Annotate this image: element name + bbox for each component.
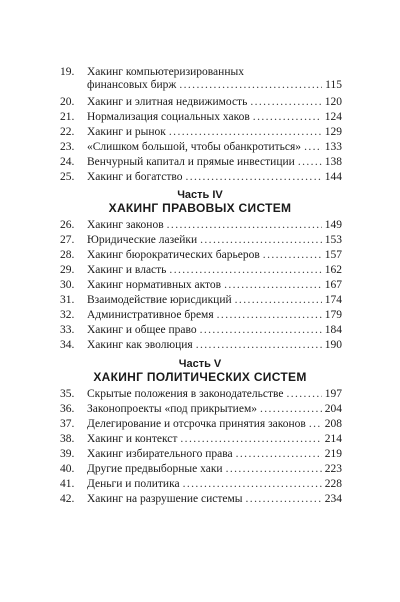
dot-leader — [253, 111, 322, 124]
entry-title: «Слишком большой, чтобы обанкротиться» — [87, 141, 302, 153]
entry-title: Хакинг избирательного права — [87, 448, 233, 460]
entry-page: 153 — [324, 234, 342, 246]
dot-leader — [169, 126, 322, 139]
dot-leader — [260, 403, 322, 416]
dot-leader — [309, 418, 322, 431]
dot-leader — [179, 79, 322, 92]
entry-title: Административное бремя — [87, 309, 214, 321]
entry-page: 179 — [324, 309, 342, 321]
dot-leader — [286, 388, 321, 401]
entry-number: 41. — [60, 478, 75, 490]
dot-leader — [235, 294, 322, 307]
entry-title: Хакинг и рынок — [87, 126, 166, 138]
dot-leader — [224, 279, 322, 292]
entry-title: Хакинг и контекст — [87, 433, 178, 445]
dot-leader — [196, 339, 322, 352]
entry-title: Хакинг как эволюция — [87, 339, 193, 351]
entry-title: Хакинг нормативных актов — [87, 279, 222, 291]
entry-page: 204 — [324, 403, 342, 415]
entry-page: 124 — [324, 111, 342, 123]
dot-leader — [180, 433, 321, 446]
entry-page: 214 — [324, 433, 342, 445]
entry-number: 28. — [60, 249, 75, 261]
dot-leader — [200, 234, 322, 247]
entry-title: Хакинг бюрократических барьеров — [87, 249, 260, 261]
dot-leader — [217, 309, 322, 322]
entry-number: 38. — [60, 433, 75, 445]
entry-page: 144 — [324, 171, 342, 183]
entry-page: 162 — [324, 264, 342, 276]
entry-title-continued: финансовых бирж — [87, 79, 177, 91]
entry-number: 29. — [60, 264, 75, 276]
entry-title: Хакинг и элитная недвижимость — [87, 96, 248, 108]
entry-number: 19. — [60, 66, 75, 78]
entry-title: Скрытые положения в законодательстве — [87, 388, 284, 400]
entry-number: 39. — [60, 448, 75, 460]
entry-title: Хакинг и власть — [87, 264, 167, 276]
entry-number: 35. — [60, 388, 75, 400]
entry-title: Взаимодействие юрисдикций — [87, 294, 232, 306]
entry-number: 32. — [60, 309, 75, 321]
entry-number: 40. — [60, 463, 75, 475]
dot-leader — [298, 156, 322, 169]
dot-leader — [226, 463, 322, 476]
part-title: ХАКИНГ ПОЛИТИЧЕСКИХ СИСТЕМ — [93, 370, 307, 384]
dot-leader — [250, 96, 321, 109]
dot-leader — [263, 249, 322, 262]
entry-number: 27. — [60, 234, 75, 246]
entry-page: 157 — [324, 249, 342, 261]
entry-page: 174 — [324, 294, 342, 306]
dot-leader — [183, 478, 322, 491]
entry-page: 234 — [324, 493, 342, 505]
entry-title: Законопроекты «под прикрытием» — [87, 403, 257, 415]
entry-page: 190 — [324, 339, 342, 351]
dot-leader — [185, 171, 321, 184]
part-label: Часть IV — [177, 189, 223, 201]
part-title: ХАКИНГ ПРАВОВЫХ СИСТЕМ — [108, 201, 292, 215]
entry-title: Хакинг компьютеризированных — [87, 66, 244, 78]
entry-number: 30. — [60, 279, 75, 291]
entry-page: 115 — [325, 79, 342, 91]
entry-title: Другие предвыборные хаки — [87, 463, 223, 475]
entry-title: Венчурный капитал и прямые инвестиции — [87, 156, 295, 168]
entry-number: 33. — [60, 324, 75, 336]
entry-title: Хакинг на разрушение системы — [87, 493, 243, 505]
entry-number: 37. — [60, 418, 75, 430]
entry-title: Деньги и политика — [87, 478, 180, 490]
entry-number: 24. — [60, 156, 75, 168]
entry-number: 23. — [60, 141, 75, 153]
entry-number: 31. — [60, 294, 75, 306]
entry-number: 20. — [60, 96, 75, 108]
entry-page: 120 — [324, 96, 342, 108]
entry-title: Хакинг законов — [87, 219, 164, 231]
entry-title: Юридические лазейки — [87, 234, 198, 246]
dot-leader — [167, 219, 322, 232]
entry-page: 228 — [324, 478, 342, 490]
entry-page: 149 — [324, 219, 342, 231]
part-label: Часть V — [178, 358, 222, 370]
entry-number: 42. — [60, 493, 75, 505]
entry-page: 184 — [324, 324, 342, 336]
entry-number: 34. — [60, 339, 75, 351]
entry-title: Хакинг и общее право — [87, 324, 197, 336]
dot-leader — [246, 493, 322, 506]
entry-page: 219 — [324, 448, 342, 460]
entry-page: 138 — [324, 156, 342, 168]
entry-number: 26. — [60, 219, 75, 231]
entry-number: 22. — [60, 126, 75, 138]
dot-leader — [200, 324, 322, 337]
entry-number: 36. — [60, 403, 75, 415]
dot-leader — [169, 264, 321, 277]
entry-page: 197 — [324, 388, 342, 400]
entry-page: 129 — [324, 126, 342, 138]
entry-page: 208 — [324, 418, 342, 430]
entry-title: Делегирование и отсрочка принятия законов — [87, 418, 306, 430]
entry-number: 21. — [60, 111, 75, 123]
entry-title: Хакинг и богатство — [87, 171, 183, 183]
dot-leader — [304, 141, 322, 154]
entry-title: Нормализация социальных хаков — [87, 111, 250, 123]
entry-page: 167 — [324, 279, 342, 291]
entry-number: 25. — [60, 171, 75, 183]
entry-page: 223 — [324, 463, 342, 475]
dot-leader — [236, 448, 322, 461]
entry-page: 133 — [324, 141, 342, 153]
